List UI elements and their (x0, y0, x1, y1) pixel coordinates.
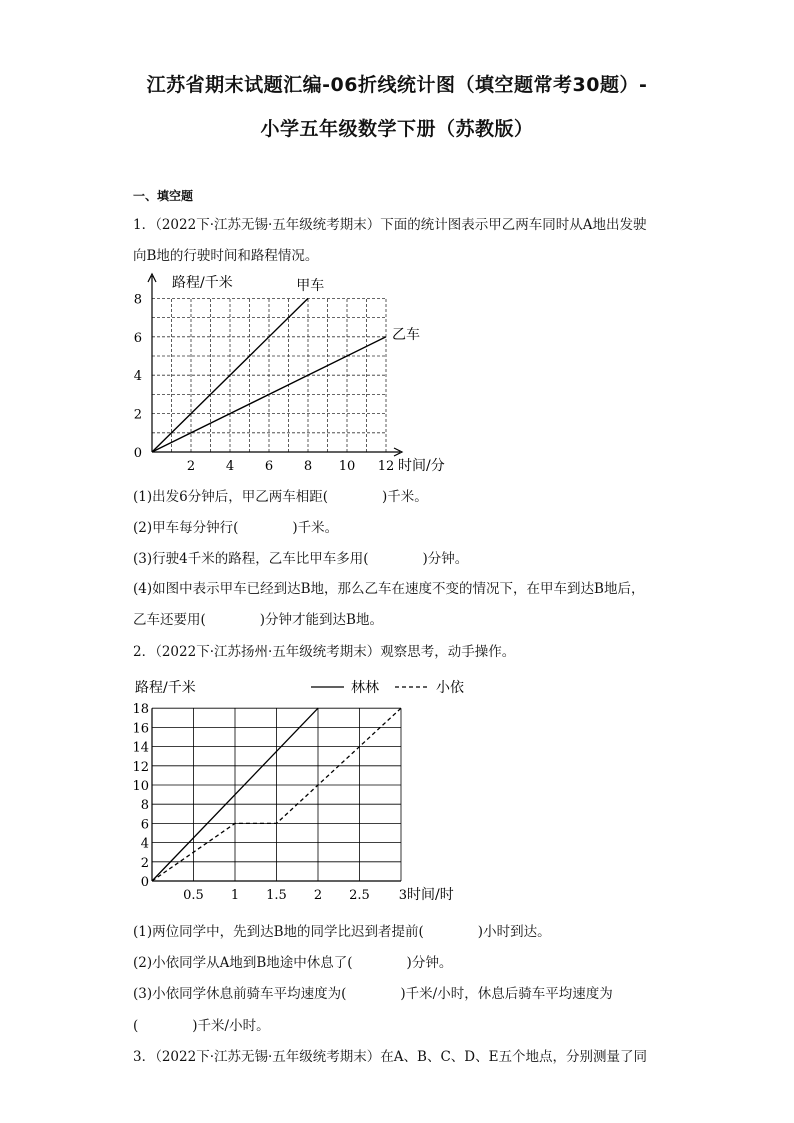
x-tick-label: 2 (313, 888, 323, 903)
x-tick-label: 8 (303, 459, 313, 474)
chart-1-car-distance (128, 268, 468, 478)
section-heading: 一、填空题 (133, 189, 194, 203)
y-tick-label: 2 (140, 855, 149, 871)
series-label-jia: 甲车 (296, 278, 325, 294)
legend-label-linlin: 林林 (351, 680, 379, 696)
x-tick-label: 12 (377, 459, 395, 474)
doc-title-line2: 小学五年级数学下册（苏教版） (260, 118, 534, 140)
x-tick-label: 10 (338, 459, 356, 474)
chart-2-cycling-distance (125, 676, 475, 906)
y-tick-label: 14 (132, 740, 149, 756)
x-tick-label: 0.5 (183, 888, 204, 903)
x-tick-label: 4 (225, 459, 235, 474)
y-tick-label: 8 (140, 798, 149, 814)
y-tick-label: 16 (132, 721, 149, 737)
y-axis-label: 路程/千米 (172, 275, 233, 291)
q1-sub1: (1)出发6分钟后，甲乙两车相距( )千米。 (133, 489, 428, 505)
doc-title-line1: 江苏省期末试题汇编-06折线统计图（填空题常考30题）- (146, 74, 648, 96)
x-tick-label: 1 (230, 888, 240, 903)
y-axis-label: 路程/千米 (135, 680, 196, 696)
origin-label: 0 (133, 446, 142, 461)
origin-label: 0 (140, 875, 149, 890)
q3-stem: 3．（2022下·江苏无锡·五年级统考期末）在A、B、C、D、E五个地点，分别测量了同 (133, 1049, 647, 1065)
y-tick-label: 4 (133, 369, 142, 385)
q1-sub4-line1: (4)如图中表示甲车已经到达B地，那么乙车在速度不变的情况下，在甲车到达B地后， (133, 581, 645, 597)
q2-sub3-line1: (3)小依同学休息前骑车平均速度为( )千米/小时，休息后骑车平均速度为 (133, 986, 613, 1002)
q1-stem-line2: 向B地的行驶时间和路程情况。 (133, 248, 319, 264)
x-axis-label: 时间/分 (398, 458, 445, 474)
x-tick-label: 1.5 (266, 888, 287, 903)
y-tick-label: 18 (132, 702, 149, 718)
q2-sub1: (1)两位同学中，先到达B地的同学比迟到者提前( )小时到达。 (133, 924, 551, 940)
x-tick-label: 3 (398, 888, 407, 903)
y-tick-label: 4 (140, 836, 149, 852)
x-tick-label: 2.5 (349, 888, 370, 903)
q1-sub3: (3)行驶4千米的路程，乙车比甲车多用( )分钟。 (133, 551, 469, 567)
y-tick-label: 6 (133, 330, 142, 346)
x-tick-label: 6 (264, 459, 274, 474)
y-tick-label: 8 (133, 292, 142, 308)
y-tick-label: 10 (132, 779, 149, 794)
legend-label-xiaoyi: 小依 (436, 680, 464, 696)
q1-sub4-line2: 乙车还要用( )分钟才能到达B地。 (133, 612, 383, 628)
x-axis-label: 时间/时 (407, 887, 454, 903)
series-label-yi: 乙车 (392, 326, 420, 343)
y-tick-label: 6 (140, 817, 149, 833)
x-tick-label: 2 (186, 459, 196, 474)
q1-stem-line1: 1．（2022下·江苏无锡·五年级统考期末）下面的统计图表示甲乙两车同时从A地出发驶 (133, 217, 647, 233)
q2-sub3-line2: ( )千米/小时。 (133, 1018, 270, 1034)
q2-stem: 2．（2022下·江苏扬州·五年级统考期末）观察思考，动手操作。 (133, 644, 516, 660)
q2-sub2: (2)小依同学从A地到B地途中休息了( )分钟。 (133, 955, 453, 971)
y-tick-label: 2 (133, 407, 142, 423)
y-tick-label: 12 (132, 759, 149, 775)
q1-sub2: (2)甲车每分钟行( )千米。 (133, 520, 339, 536)
